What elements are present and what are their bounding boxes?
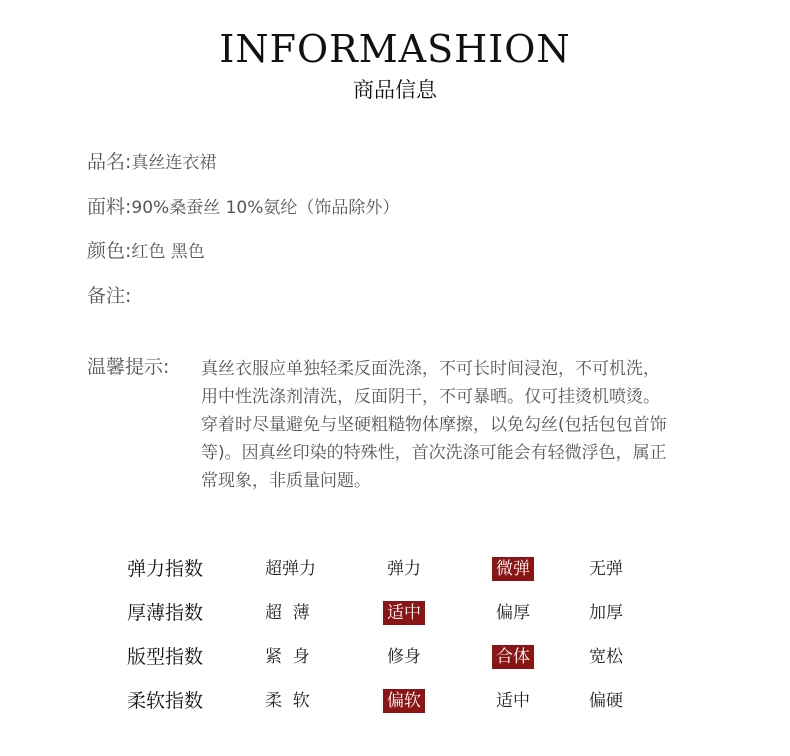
page-title-cn: 商品信息: [353, 78, 437, 102]
index-label: 弹力指数: [127, 558, 204, 580]
info-row-name: [87, 149, 216, 176]
info-label: 面料:: [87, 196, 132, 218]
index-option: 加厚: [589, 603, 623, 623]
index-row-softness: [0, 686, 790, 716]
index-option: 柔 软: [265, 691, 310, 711]
tips-text: [201, 355, 746, 495]
index-option: 紧 身: [265, 647, 310, 667]
index-option-selected: 适中: [383, 601, 425, 625]
info-value: 真丝连衣裙: [131, 153, 217, 173]
index-option: 超弹力: [265, 559, 316, 579]
index-label: 厚薄指数: [127, 602, 204, 624]
index-option: 弹力: [387, 559, 421, 579]
tips-line: 真丝衣服应单独轻柔反面洗涤，不可长时间浸泡，不可机洗，: [201, 359, 660, 379]
index-row-thickness: [0, 598, 790, 628]
index-row-fit: [0, 642, 790, 672]
info-value: 90%桑蚕丝 10%氨纶（饰品除外）: [131, 198, 400, 218]
index-option-selected: 微弹: [492, 557, 534, 581]
tips-line: 用中性洗涤剂清洗，反面阴干，不可暴晒。仅可挂烫机喷烫。: [201, 387, 660, 407]
tips-line: 穿着时尽量避免与坚硬粗糙物体摩擦，以免勾丝(包括包包首饰: [201, 415, 667, 435]
tips-line: 等)。因真丝印染的特殊性，首次洗涤可能会有轻微浮色，属正: [201, 443, 667, 463]
info-label: 备注:: [87, 285, 132, 307]
index-option: 宽松: [589, 647, 623, 667]
tips-label: 温馨提示:: [87, 356, 170, 378]
index-option: 偏硬: [589, 691, 623, 711]
index-option: 修身: [387, 647, 421, 667]
tips-line: 常现象，非质量问题。: [201, 471, 371, 491]
index-option-selected: 合体: [492, 645, 534, 669]
info-value: 红色 黑色: [131, 242, 205, 262]
index-option: 偏厚: [496, 603, 530, 623]
index-option-selected: 偏软: [383, 689, 425, 713]
info-label: 颜色:: [87, 240, 132, 262]
info-row-notes: [87, 283, 131, 310]
info-row-fabric: [87, 194, 399, 221]
index-label: 柔软指数: [127, 690, 204, 712]
index-option: 超 薄: [265, 603, 310, 623]
info-row-color: [87, 238, 205, 265]
index-option: 适中: [496, 691, 530, 711]
index-label: 版型指数: [127, 646, 204, 668]
index-option: 无弹: [589, 559, 623, 579]
info-label: 品名:: [87, 151, 132, 173]
index-row-elasticity: [0, 554, 790, 584]
page-title-en: INFORMASHION: [219, 27, 571, 71]
